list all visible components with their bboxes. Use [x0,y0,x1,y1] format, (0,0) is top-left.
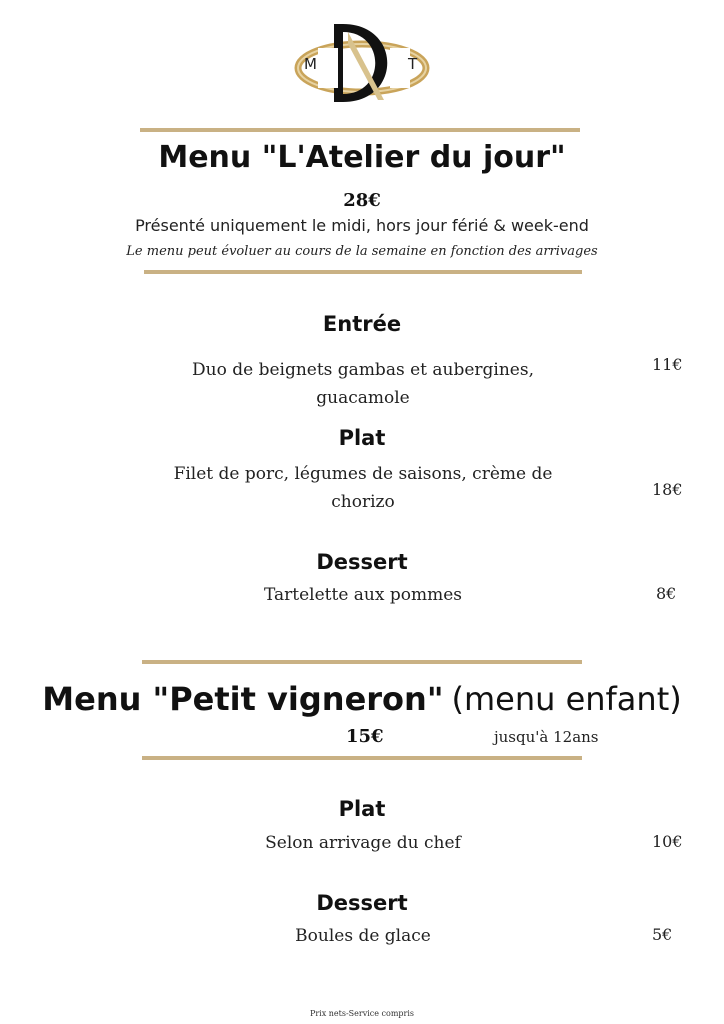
entree-price: 11€ [652,355,683,374]
menu1-price: 28€ [343,190,381,211]
divider-bottom-1 [144,270,582,274]
kids-dessert-price: 5€ [652,925,673,944]
logo-letter-left: M [304,55,317,73]
plat-dish [140,460,586,516]
plat-heading: Plat [338,426,386,450]
divider-top-1 [140,128,580,132]
kids-plat-dish: Selon arrivage du chef [265,833,461,853]
plat-dish-line1: Filet de porc, légumes de saisons, crème de [173,464,553,484]
plat-price: 18€ [652,480,683,499]
kids-plat-heading: Plat [338,797,386,821]
kids-plat-price: 10€ [652,832,683,851]
dessert-dish: Tartelette aux pommes [263,585,462,605]
menu2-age-note: jusqu'à 12ans [494,728,599,746]
divider-bottom-2 [142,756,582,760]
plat-dish-line2: chorizo [331,492,395,512]
dessert-price: 8€ [656,584,677,603]
kids-dessert-heading: Dessert [316,891,408,915]
entree-dish-line1: Duo de beignets gambas et aubergines, [192,360,534,380]
menu2-title-light: (menu enfant) [451,680,682,718]
logo [290,18,434,110]
entree-dish-line2: guacamole [316,388,410,408]
entree-heading: Entrée [322,312,402,336]
menu2-title-bold: Menu "Petit vigneron" [42,680,444,718]
dessert-heading: Dessert [316,550,408,574]
footer-note: Prix nets-Service compris [309,1009,415,1018]
logo-letter-right: T [408,55,418,73]
kids-dessert-dish: Boules de glace [295,926,431,946]
entree-dish [150,356,576,412]
menu2-title [0,680,724,718]
menu1-note: Le menu peut évoluer au cours de la semaine en fonction des arrivages [126,244,598,259]
divider-top-2 [142,660,582,664]
menu1-title: Menu "L'Atelier du jour" [158,140,566,175]
menu2-price: 15€ [346,726,384,747]
menu1-availability: Présenté uniquement le midi, hors jour férié & week-end [135,216,589,235]
